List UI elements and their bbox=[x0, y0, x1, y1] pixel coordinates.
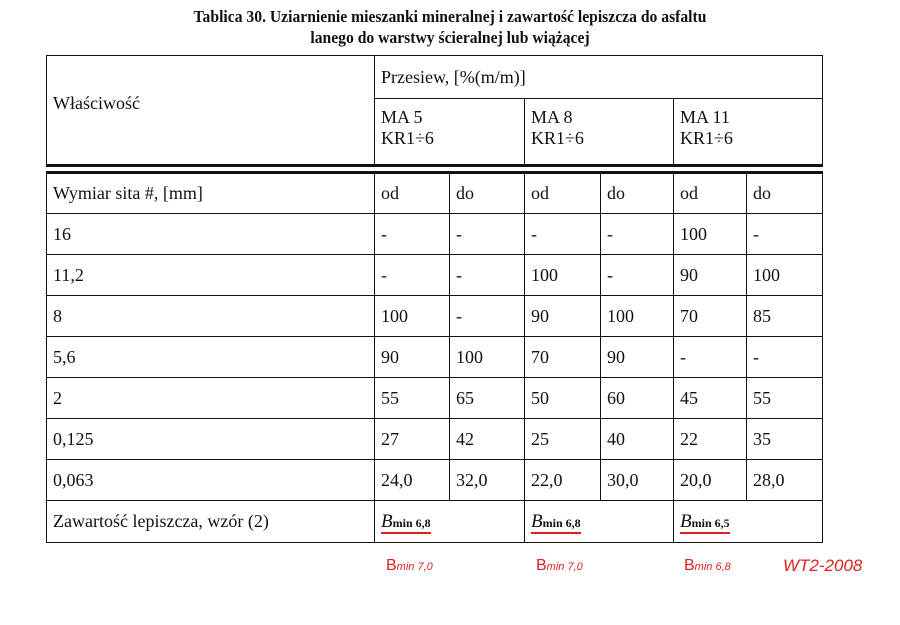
cell-value: od bbox=[674, 173, 747, 214]
cell-value: 35 bbox=[747, 419, 823, 460]
cell-value: 24,0 bbox=[375, 460, 450, 501]
binder-row bbox=[47, 501, 823, 543]
row-label: 11,2 bbox=[47, 255, 375, 296]
cell-value: - bbox=[747, 214, 823, 255]
cell-value: - bbox=[375, 255, 450, 296]
mix-header: MA 11 KR1÷6 bbox=[674, 99, 823, 166]
cell-value: 28,0 bbox=[747, 460, 823, 501]
cell-value: 32,0 bbox=[450, 460, 525, 501]
cell-value: 50 bbox=[525, 378, 601, 419]
separator bbox=[47, 166, 823, 173]
table-row bbox=[47, 419, 823, 460]
annotation-value: Bmin 7,0 bbox=[386, 557, 433, 574]
cell-value: 22,0 bbox=[525, 460, 601, 501]
cell-value: 30,0 bbox=[601, 460, 674, 501]
row-label: Wymiar sita #, [mm] bbox=[47, 173, 375, 214]
cell-value: 100 bbox=[525, 255, 601, 296]
annotation-value: Bmin 6,8 bbox=[684, 557, 731, 574]
cell-value: - bbox=[601, 214, 674, 255]
table-title: Tablica 30. Uziarnienie mieszanki mineralnej i zawartość lepiszcza do asfaltu lanego do warstwy ścieralnej lub wiążącej bbox=[193, 7, 707, 47]
cell-value: - bbox=[601, 255, 674, 296]
row-label: 5,6 bbox=[47, 337, 375, 378]
cell-value: od bbox=[375, 173, 450, 214]
cell-value: 22 bbox=[674, 419, 747, 460]
source-annotation: WT2-2008 bbox=[783, 556, 863, 575]
cell-value: 65 bbox=[450, 378, 525, 419]
table-row bbox=[47, 378, 823, 419]
cell-value: do bbox=[450, 173, 525, 214]
mix-header: MA 8 KR1÷6 bbox=[525, 99, 674, 166]
cell-value: 20,0 bbox=[674, 460, 747, 501]
cell-value: do bbox=[601, 173, 674, 214]
binder-value: Bmin 6,8 bbox=[525, 501, 674, 543]
cell-value: 55 bbox=[375, 378, 450, 419]
cell-value: 70 bbox=[674, 296, 747, 337]
cell-value: - bbox=[747, 337, 823, 378]
cell-value: 45 bbox=[674, 378, 747, 419]
cell-value: 100 bbox=[747, 255, 823, 296]
annotation-value: Bmin 7,0 bbox=[536, 557, 583, 574]
cell-value: 90 bbox=[375, 337, 450, 378]
cell-value: - bbox=[525, 214, 601, 255]
cell-value: do bbox=[747, 173, 823, 214]
table-row bbox=[47, 460, 823, 501]
grading-table bbox=[46, 55, 823, 543]
binder-label: Zawartość lepiszcza, wzór (2) bbox=[47, 501, 375, 543]
row-label: 0,125 bbox=[47, 419, 375, 460]
cell-value: - bbox=[450, 214, 525, 255]
mix-header: MA 5 KR1÷6 bbox=[375, 99, 525, 166]
cell-value: 90 bbox=[674, 255, 747, 296]
sieve-passing-header: Przesiew, [%(m/m)] bbox=[375, 56, 823, 99]
cell-value: 40 bbox=[601, 419, 674, 460]
cell-value: od bbox=[525, 173, 601, 214]
table-row bbox=[47, 255, 823, 296]
cell-value: 100 bbox=[674, 214, 747, 255]
cell-value: 42 bbox=[450, 419, 525, 460]
cell-value: 85 bbox=[747, 296, 823, 337]
cell-value: - bbox=[450, 296, 525, 337]
cell-value: 25 bbox=[525, 419, 601, 460]
cell-value: 60 bbox=[601, 378, 674, 419]
cell-value: 100 bbox=[450, 337, 525, 378]
cell-value: 70 bbox=[525, 337, 601, 378]
row-label: 2 bbox=[47, 378, 375, 419]
table-row bbox=[47, 337, 823, 378]
cell-value: 90 bbox=[525, 296, 601, 337]
cell-value: 100 bbox=[375, 296, 450, 337]
cell-value: - bbox=[450, 255, 525, 296]
cell-value: 100 bbox=[601, 296, 674, 337]
property-header: Właściwość bbox=[47, 56, 375, 166]
cell-value: 90 bbox=[601, 337, 674, 378]
cell-value: - bbox=[375, 214, 450, 255]
table-row bbox=[47, 296, 823, 337]
table-row bbox=[47, 214, 823, 255]
row-label: 16 bbox=[47, 214, 375, 255]
cell-value: 55 bbox=[747, 378, 823, 419]
cell-value: - bbox=[674, 337, 747, 378]
table-row bbox=[47, 173, 823, 214]
header-row bbox=[47, 56, 823, 99]
row-label: 0,063 bbox=[47, 460, 375, 501]
binder-value: Bmin 6,5 bbox=[674, 501, 823, 543]
binder-value: Bmin 6,8 bbox=[375, 501, 525, 543]
row-label: 8 bbox=[47, 296, 375, 337]
cell-value: 27 bbox=[375, 419, 450, 460]
